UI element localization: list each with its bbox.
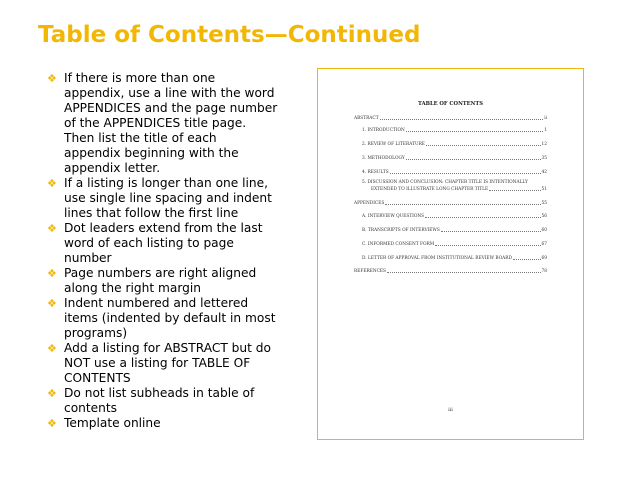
- bullet-item: [47, 266, 307, 296]
- toc-entry: D. LETTER OF APPROVAL FROM INSTITUTIONAL REVIEW BOARD 69: [362, 256, 547, 261]
- four-diamond-bullet-icon: ❖: [47, 267, 57, 280]
- bullet-line: NOT use a listing for TABLE OF: [64, 356, 251, 370]
- toc-entry: ABSTRACT ii: [354, 116, 547, 121]
- four-diamond-bullet-icon: ❖: [47, 297, 57, 310]
- bullet-line: of the APPENDICES title page.: [64, 116, 247, 130]
- bullet-line: programs): [64, 326, 128, 340]
- bullet-item: [47, 221, 307, 266]
- bullet-line: Dot leaders extend from the last: [64, 221, 263, 235]
- toc-entry: 1. INTRODUCTION 1: [362, 128, 547, 133]
- four-diamond-bullet-icon: ❖: [47, 342, 57, 355]
- four-diamond-bullet-icon: ❖: [47, 177, 57, 190]
- toc-entry: B. TRANSCRIPTS OF INTERVIEWS 60: [362, 228, 547, 233]
- four-diamond-bullet-icon: ❖: [47, 387, 57, 400]
- bullet-item: [47, 341, 307, 386]
- bullet-item: [47, 296, 307, 341]
- bullet-line: Page numbers are right aligned: [64, 266, 257, 280]
- bullet-line: APPENDICES and the page number: [64, 101, 278, 115]
- bullet-item: [47, 416, 307, 431]
- toc-document-preview: [317, 68, 584, 440]
- toc-entry: APPENDICES 55: [354, 201, 547, 206]
- bullet-line: CONTENTS: [64, 371, 131, 385]
- slide-title: Table of Contents—Continued: [38, 22, 421, 48]
- bullet-line: Then list the title of each: [64, 131, 217, 145]
- four-diamond-bullet-icon: ❖: [47, 72, 57, 85]
- bullet-item: [47, 386, 307, 416]
- toc-entry: 3. METHODOLOGY 35: [362, 156, 547, 161]
- toc-entry: A. INTERVIEW QUESTIONS 56: [362, 214, 547, 219]
- bullet-line: number: [64, 251, 112, 265]
- toc-entry: REFERENCES 78: [354, 269, 547, 274]
- bullet-line: appendix letter.: [64, 161, 161, 175]
- toc-document-title: TABLE OF CONTENTS: [418, 101, 483, 107]
- bullet-line: Template online: [64, 416, 161, 430]
- bullet-line: use single line spacing and indent: [64, 191, 272, 205]
- toc-document-page-number: iii: [448, 407, 453, 413]
- bullet-line: appendix beginning with the: [64, 146, 239, 160]
- bullet-list: [47, 71, 307, 431]
- toc-entry: 2. REVIEW OF LITERATURE 12: [362, 142, 547, 147]
- bullet-line: contents: [64, 401, 118, 415]
- four-diamond-bullet-icon: ❖: [47, 222, 57, 235]
- bullet-line: Add a listing for ABSTRACT but do: [64, 341, 271, 355]
- toc-entry: 4. RESULTS 42: [362, 170, 547, 175]
- bullet-line: appendix, use a line with the word: [64, 86, 275, 100]
- bullet-line: word of each listing to page: [64, 236, 234, 250]
- toc-entry: EXTENDED TO ILLUSTRATE LONG CHAPTER TITLE 51: [371, 187, 547, 192]
- bullet-line: along the right margin: [64, 281, 202, 295]
- bullet-line: Do not list subheads in table of: [64, 386, 255, 400]
- bullet-item: [47, 71, 307, 176]
- bullet-line: items (indented by default in most: [64, 311, 276, 325]
- four-diamond-bullet-icon: ❖: [47, 417, 57, 430]
- toc-entry-first-line: 5. DISCUSSION AND CONCLUSION: CHAPTER TITLE IS INTENTIONALLY: [362, 180, 528, 185]
- bullet-line: If a listing is longer than one line,: [64, 176, 269, 190]
- bullet-line: Indent numbered and lettered: [64, 296, 249, 310]
- bullet-line: If there is more than one: [64, 71, 216, 85]
- toc-entry: C. INFORMED CONSENT FORM 67: [362, 242, 547, 247]
- bullet-item: [47, 176, 307, 221]
- bullet-line: lines that follow the first line: [64, 206, 239, 220]
